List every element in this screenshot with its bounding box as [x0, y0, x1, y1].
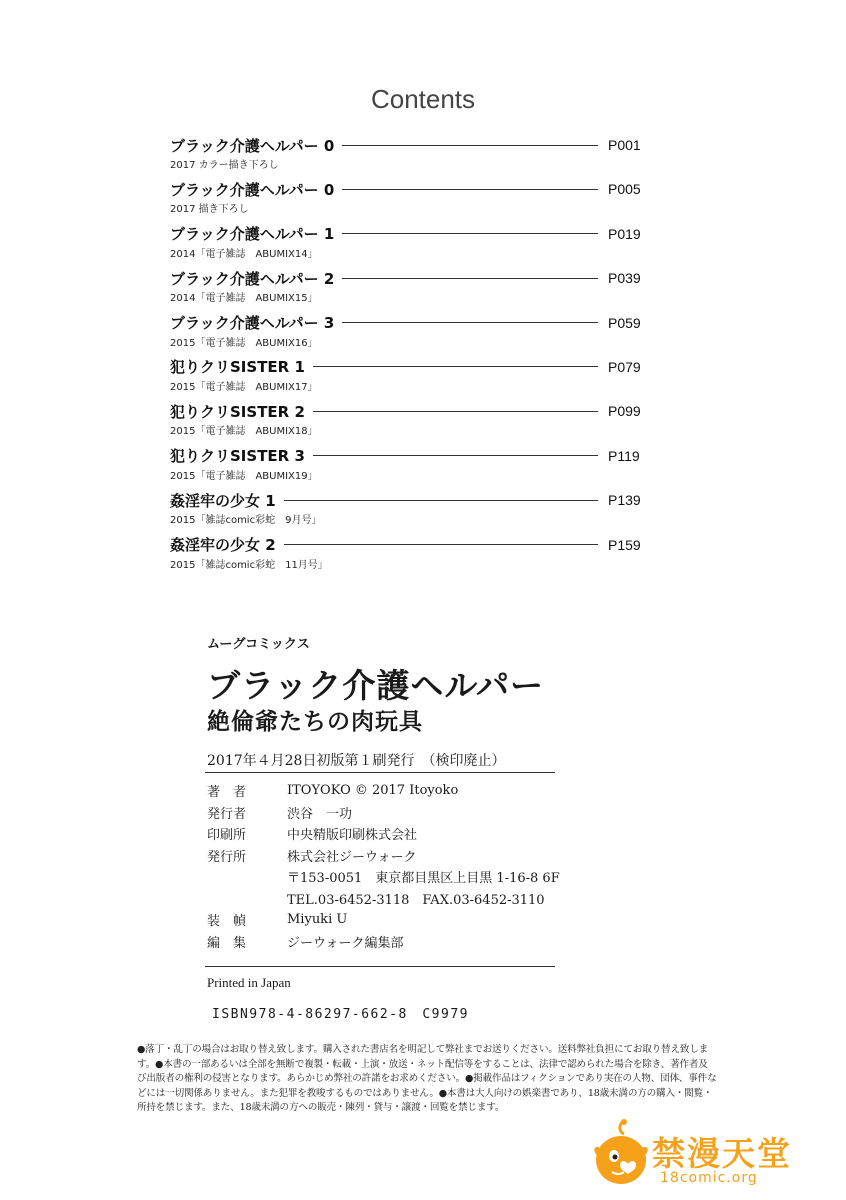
credit-label: 編 集 — [207, 935, 247, 951]
credit-value: ITOYOKO © 2017 Itoyoko — [287, 783, 459, 799]
toc-entry-title: ブラック介護ヘルパー 3 — [170, 314, 335, 333]
credit-row — [207, 780, 560, 802]
toc-entry-page: P119 — [608, 447, 640, 464]
toc-entry — [170, 267, 650, 311]
watermark — [590, 1112, 835, 1194]
toc-entry — [170, 312, 650, 356]
toc-entry-note: 2014「電子雑誌 ABUMIX15」 — [170, 293, 318, 305]
toc-entry — [170, 178, 650, 222]
credit-value: 株式会社ジーウォーク — [287, 849, 417, 865]
toc-entry-title: 犯りクリSISTER 1 — [170, 358, 305, 377]
printed-in-japan: Printed in Japan — [207, 975, 291, 990]
toc-entry-title: 犯りクリSISTER 2 — [170, 402, 305, 421]
credit-label: 発行所 — [207, 849, 247, 865]
toc-entry-title: ブラック介護ヘルパー 0 — [170, 180, 335, 199]
isbn: ISBN978-4-86297-662-8 C9979 — [212, 1007, 469, 1022]
toc-entry-note: 2015「電子雑誌 ABUMIX19」 — [170, 470, 318, 482]
toc-entry-title: ブラック介護ヘルパー 1 — [170, 225, 335, 244]
credit-label: 印刷所 — [207, 828, 247, 844]
table-of-contents — [170, 134, 650, 578]
toc-leader-line — [284, 544, 598, 545]
publication-date: 2017年４月28日初版第１刷発行 （検印廃止） — [207, 753, 506, 769]
toc-leader-line — [342, 189, 598, 190]
toc-entry-page: P001 — [608, 137, 641, 153]
book-subtitle: 絶倫爺たちの肉玩具 — [207, 709, 423, 735]
toc-entry-page: P079 — [608, 358, 641, 375]
mascot-logo-icon — [592, 1118, 650, 1188]
toc-entry-title: ブラック介護ヘルパー 2 — [170, 269, 335, 288]
contents-heading: Contents — [370, 84, 476, 114]
divider — [205, 772, 555, 773]
watermark-url: 18comic.org — [660, 1170, 758, 1186]
book-title: ブラック介護ヘルパー — [207, 666, 545, 705]
credit-row — [207, 845, 560, 867]
toc-entry-page: P039 — [608, 270, 641, 287]
toc-entry-note: 2015「雑誌comic彩蛇 11月号」 — [170, 559, 328, 571]
toc-leader-line — [313, 366, 598, 367]
watermark-title: 禁漫天堂 — [652, 1134, 792, 1173]
credit-label: 装 幀 — [207, 914, 247, 930]
toc-entry-title: 姦淫牢の少女 1 — [170, 491, 276, 510]
credit-row — [207, 802, 560, 824]
toc-entry-note: 2015「電子雑誌 ABUMIX18」 — [170, 426, 318, 438]
imprint-label: ムーグコミックス — [207, 637, 310, 652]
toc-entry — [170, 356, 650, 400]
credit-value: ジーウォーク編集部 — [287, 935, 404, 951]
toc-entry-note: 2014「電子雑誌 ABUMIX14」 — [170, 248, 318, 260]
toc-leader-line — [313, 411, 598, 412]
credit-row — [207, 823, 560, 845]
toc-entry-page: P159 — [608, 536, 641, 553]
toc-entry — [170, 489, 650, 533]
toc-entry-page: P099 — [608, 403, 641, 420]
toc-entry — [170, 534, 650, 578]
toc-leader-line — [342, 278, 598, 279]
toc-entry — [170, 400, 650, 444]
toc-entry-note: 2015「電子雑誌 ABUMIX16」 — [170, 337, 318, 349]
toc-entry-page: P019 — [608, 225, 641, 242]
toc-leader-line — [313, 455, 598, 456]
credit-label: 発行者 — [207, 806, 247, 822]
toc-leader-line — [284, 500, 598, 501]
credit-row — [207, 931, 560, 953]
toc-entry-note: 2017 カラー描き下ろし — [170, 160, 279, 171]
credit-row — [207, 909, 560, 931]
toc-entry — [170, 223, 650, 267]
legal-notice: ●落丁・乱丁の場合はお取り替え致します。購入された書店名を明記して弊社までお送りください。送料弊社負担にてお取り替え致します。●本書の一部あるいは全部を無断で複製・転載・上演・放送・ネット配信等をすることは、法律で認められた場合を除き、著作者及び出版者の権利の侵害となります。あらかじめ弊社の許諾をお求めください。●掲載作品はフィクションであり実在の人物、団体、事件などには一切関係ありません。また犯罪を教唆するものではありません。●本書は大人向けの娯楽書であり、18歳未満の方の購入・閲覧・所持を禁じます。また、18歳未満の方への販売・陳列・貸与・譲渡・回覧を禁じます。 — [137, 1044, 717, 1113]
toc-entry-page: P005 — [608, 181, 641, 198]
toc-entry-title: 犯りクリSISTER 3 — [170, 447, 305, 466]
credit-label: 著 者 — [207, 785, 247, 801]
toc-leader-line — [342, 322, 598, 323]
toc-entry — [170, 445, 650, 489]
toc-leader-line — [342, 233, 598, 234]
credit-value: 中央精版印刷株式会社 — [287, 828, 418, 844]
toc-entry-note: 2015「電子雑誌 ABUMIX17」 — [170, 381, 318, 393]
toc-entry-title: ブラック介護ヘルパー 0 — [170, 136, 335, 155]
toc-entry-note: 2017 描き下ろし — [170, 204, 249, 216]
toc-entry-note: 2015「雑誌comic彩蛇 9月号」 — [170, 515, 322, 527]
credit-extra-line: TEL.03-6452-3118 FAX.03-6452-3110 — [287, 892, 545, 908]
toc-leader-line — [342, 145, 598, 146]
toc-entry-page: P059 — [608, 314, 641, 331]
credit-value: 渋谷 一功 — [287, 806, 353, 822]
credit-value: Miyuki U — [287, 912, 348, 928]
toc-entry-title: 姦淫牢の少女 2 — [170, 536, 276, 555]
divider — [205, 966, 555, 967]
credit-extra-line: 〒153-0051 東京都目黒区上目黒 1-16-8 6F — [287, 871, 560, 887]
credits-block — [207, 780, 560, 952]
toc-entry-page: P139 — [608, 492, 641, 509]
toc-entry — [170, 134, 650, 178]
